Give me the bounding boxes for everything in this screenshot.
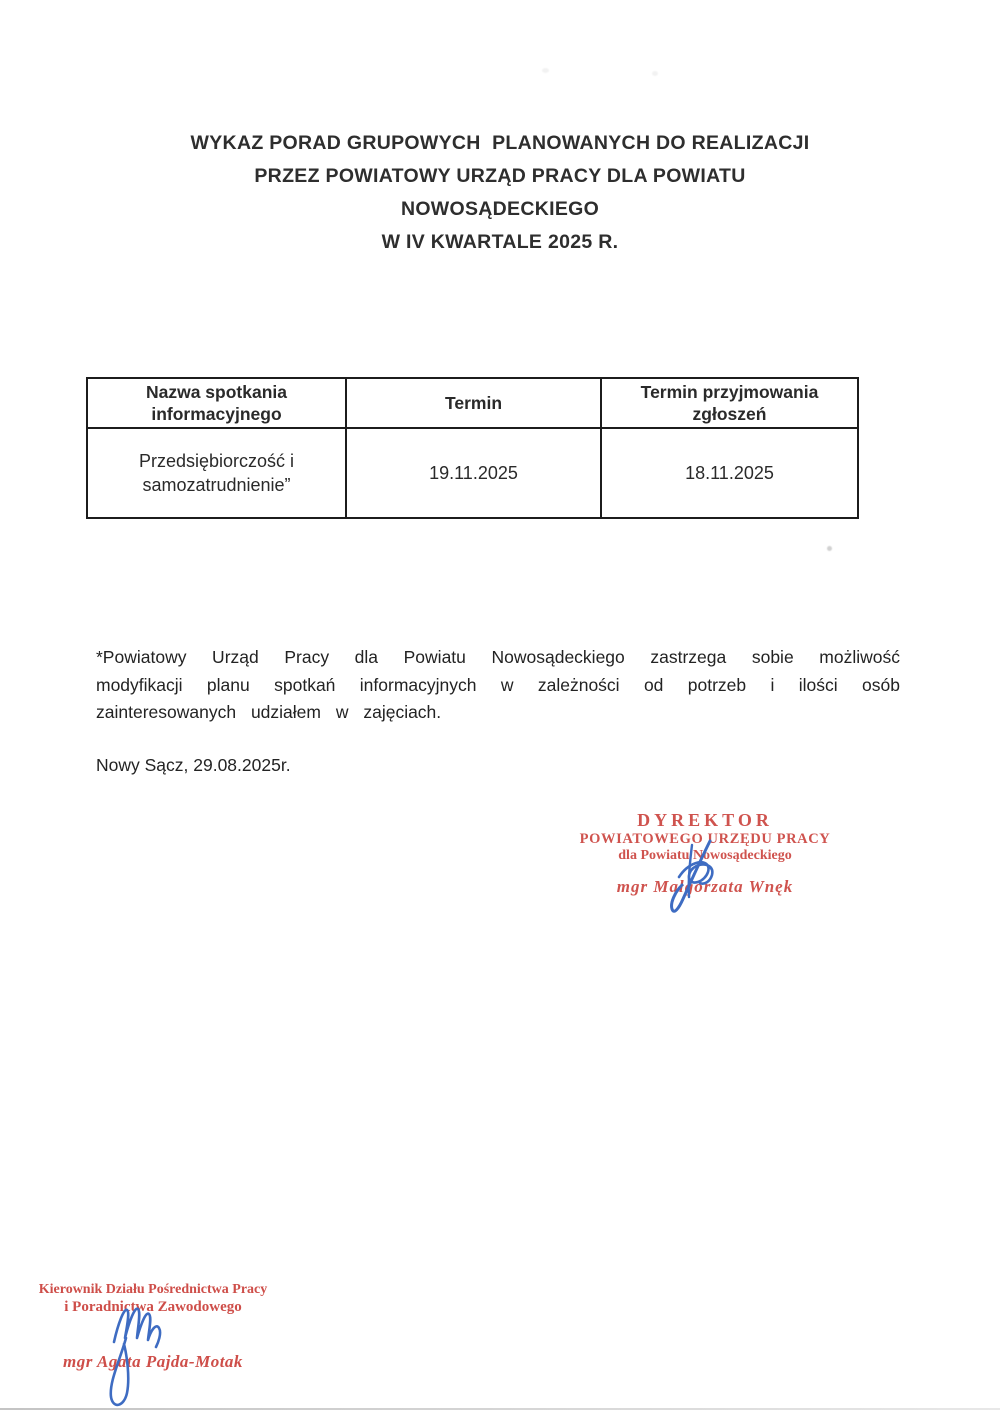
table-cell-date: 19.11.2025 <box>346 428 601 518</box>
director-stamp-title: DYREKTOR <box>637 810 773 830</box>
table-header-row <box>87 378 858 428</box>
title-line-4: W IV KWARTALE 2025 R. <box>381 231 619 253</box>
table-cell-meeting-name: Przedsiębiorczość i samozatrudnienie” <box>87 428 346 518</box>
director-stamp-org: POWIATOWEGO URZĘDU PRACY <box>579 831 831 847</box>
scan-speck <box>542 68 549 73</box>
manager-stamp-name: mgr Agata Pajda-Motak <box>63 1352 243 1371</box>
footnote-paragraph: *Powiatowy Urząd Pracy dla Powiatu Nowosądeckiego zastrzega sobie możliwość modyfikacji planu spotkań informacyjnych w zależności od potrzeb i ilości osób zainteresowanych udziałem w zajęciach. <box>96 647 900 722</box>
dateline: Nowy Sącz, 29.08.2025r. <box>96 755 291 775</box>
scan-speck <box>827 546 832 551</box>
scan-edge-line <box>0 1408 1000 1410</box>
manager-signature-scribble <box>96 1294 202 1414</box>
table-header-registration-deadline: Termin przyjmowania zgłoszeń <box>601 378 858 428</box>
schedule-table <box>86 377 859 519</box>
table-cell-registration-deadline: 18.11.2025 <box>601 428 858 518</box>
manager-stamp-title-line-1: Kierownik Działu Pośrednictwa Pracy <box>38 1282 268 1297</box>
director-stamp-name: mgr Małgorzata Wnęk <box>616 877 794 896</box>
manager-stamp-title-line-2: i Poradnictwa Zawodowego <box>64 1299 242 1315</box>
table-row <box>87 428 858 518</box>
table-header-meeting-name: Nazwa spotkania informacyjnego <box>87 378 346 428</box>
title-line-3: NOWOSĄDECKIEGO <box>400 198 600 220</box>
director-stamp-region: dla Powiatu Nowosądeckiego <box>618 848 792 863</box>
document-title <box>0 127 1000 259</box>
title-line-1: WYKAZ PORAD GRUPOWYCH PLANOWANYCH DO REALIZACJI <box>190 132 810 154</box>
table-header-date: Termin <box>346 378 601 428</box>
title-line-2: PRZEZ POWIATOWY URZĄD PRACY DLA POWIATU <box>254 165 746 187</box>
director-signature-scribble <box>648 835 744 921</box>
scan-speck <box>652 71 658 76</box>
